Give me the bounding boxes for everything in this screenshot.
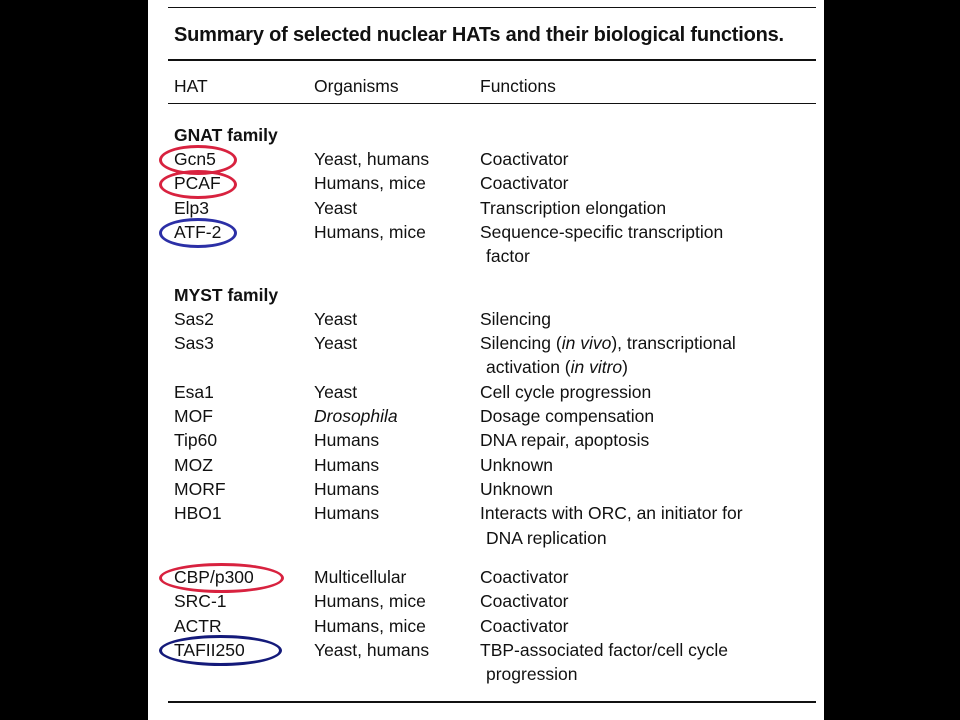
header-organisms: Organisms <box>314 76 399 96</box>
organisms-cell: Humans, mice <box>314 591 426 611</box>
organisms-cell: Yeast, humans <box>314 149 430 169</box>
hat-cell: ACTR <box>174 616 222 636</box>
organisms-cell: Yeast <box>314 198 358 218</box>
header-hat: HAT <box>174 76 208 96</box>
hat-cell: PCAF <box>174 173 221 193</box>
functions-text: Silencing ( <box>480 333 562 353</box>
hat-cell: MOZ <box>174 455 213 475</box>
organisms-cell: Humans, mice <box>314 173 426 193</box>
organisms-cell: Humans, mice <box>314 222 426 242</box>
organisms-italic-text: Drosophila <box>314 406 398 426</box>
functions-cell: Transcription elongation <box>480 198 667 218</box>
functions-text: ), transcriptional <box>611 333 736 353</box>
functions-cell: Coactivator <box>480 567 569 587</box>
functions-cell: Cell cycle progression <box>480 382 652 402</box>
functions-cell-continued: factor <box>486 246 530 266</box>
functions-cell: Dosage compensation <box>480 406 655 426</box>
hat-cell: HBO1 <box>174 503 222 523</box>
title-rule <box>168 59 816 61</box>
functions-cell: Coactivator <box>480 616 569 636</box>
hat-cell: MORF <box>174 479 226 499</box>
hat-cell: Esa1 <box>174 382 214 402</box>
hat-cell: TAFII250 <box>174 640 245 660</box>
organisms-cell: Yeast <box>314 382 358 402</box>
organisms-cell <box>314 404 398 428</box>
hat-cell: MOF <box>174 406 213 426</box>
header-functions: Functions <box>480 76 556 96</box>
hat-cell: CBP/p300 <box>174 567 254 587</box>
organisms-cell: Humans <box>314 430 380 450</box>
functions-text: activation ( <box>486 357 571 377</box>
organisms-cell: Humans <box>314 503 380 523</box>
hat-cell: Gcn5 <box>174 149 216 169</box>
functions-italic-text: in vitro <box>570 357 623 377</box>
hat-cell: ATF-2 <box>174 222 222 242</box>
top-rule <box>168 7 816 8</box>
bottom-rule <box>168 701 816 703</box>
functions-cell: Sequence-specific transcription <box>480 222 724 242</box>
functions-cell: Coactivator <box>480 173 569 193</box>
functions-cell: Silencing <box>480 309 552 329</box>
functions-cell: Coactivator <box>480 149 569 169</box>
organisms-cell: Humans <box>314 455 380 475</box>
functions-italic-text: in vivo <box>561 333 612 353</box>
organisms-cell: Multicellular <box>314 567 407 587</box>
organisms-cell: Yeast <box>314 333 358 353</box>
organisms-cell: Humans, mice <box>314 616 426 636</box>
hat-cell: Sas2 <box>174 309 214 329</box>
hat-cell: Tip60 <box>174 430 218 450</box>
organisms-cell: Yeast <box>314 309 358 329</box>
functions-cell-continued: progression <box>486 664 578 684</box>
functions-cell <box>480 331 736 355</box>
header-rule <box>168 103 816 104</box>
functions-cell: DNA repair, apoptosis <box>480 430 650 450</box>
gnat-family-label: GNAT family <box>174 125 278 145</box>
functions-cell: TBP-associated factor/cell cycle <box>480 640 729 660</box>
functions-cell: Unknown <box>480 455 553 475</box>
hat-cell: SRC-1 <box>174 591 227 611</box>
table-page <box>148 0 824 720</box>
functions-cell: Coactivator <box>480 591 569 611</box>
functions-cell: Unknown <box>480 479 553 499</box>
functions-cell-continued <box>486 355 628 379</box>
functions-text: ) <box>622 357 628 377</box>
myst-family-label: MYST family <box>174 285 279 305</box>
hat-cell: Sas3 <box>174 333 214 353</box>
organisms-cell: Yeast, humans <box>314 640 430 660</box>
functions-cell: Interacts with ORC, an initiator for <box>480 503 743 523</box>
organisms-cell: Humans <box>314 479 380 499</box>
hat-cell: Elp3 <box>174 198 210 218</box>
functions-cell-continued: DNA replication <box>486 528 607 548</box>
table-title: Summary of selected nuclear HATs and their biological functions. <box>174 24 784 46</box>
